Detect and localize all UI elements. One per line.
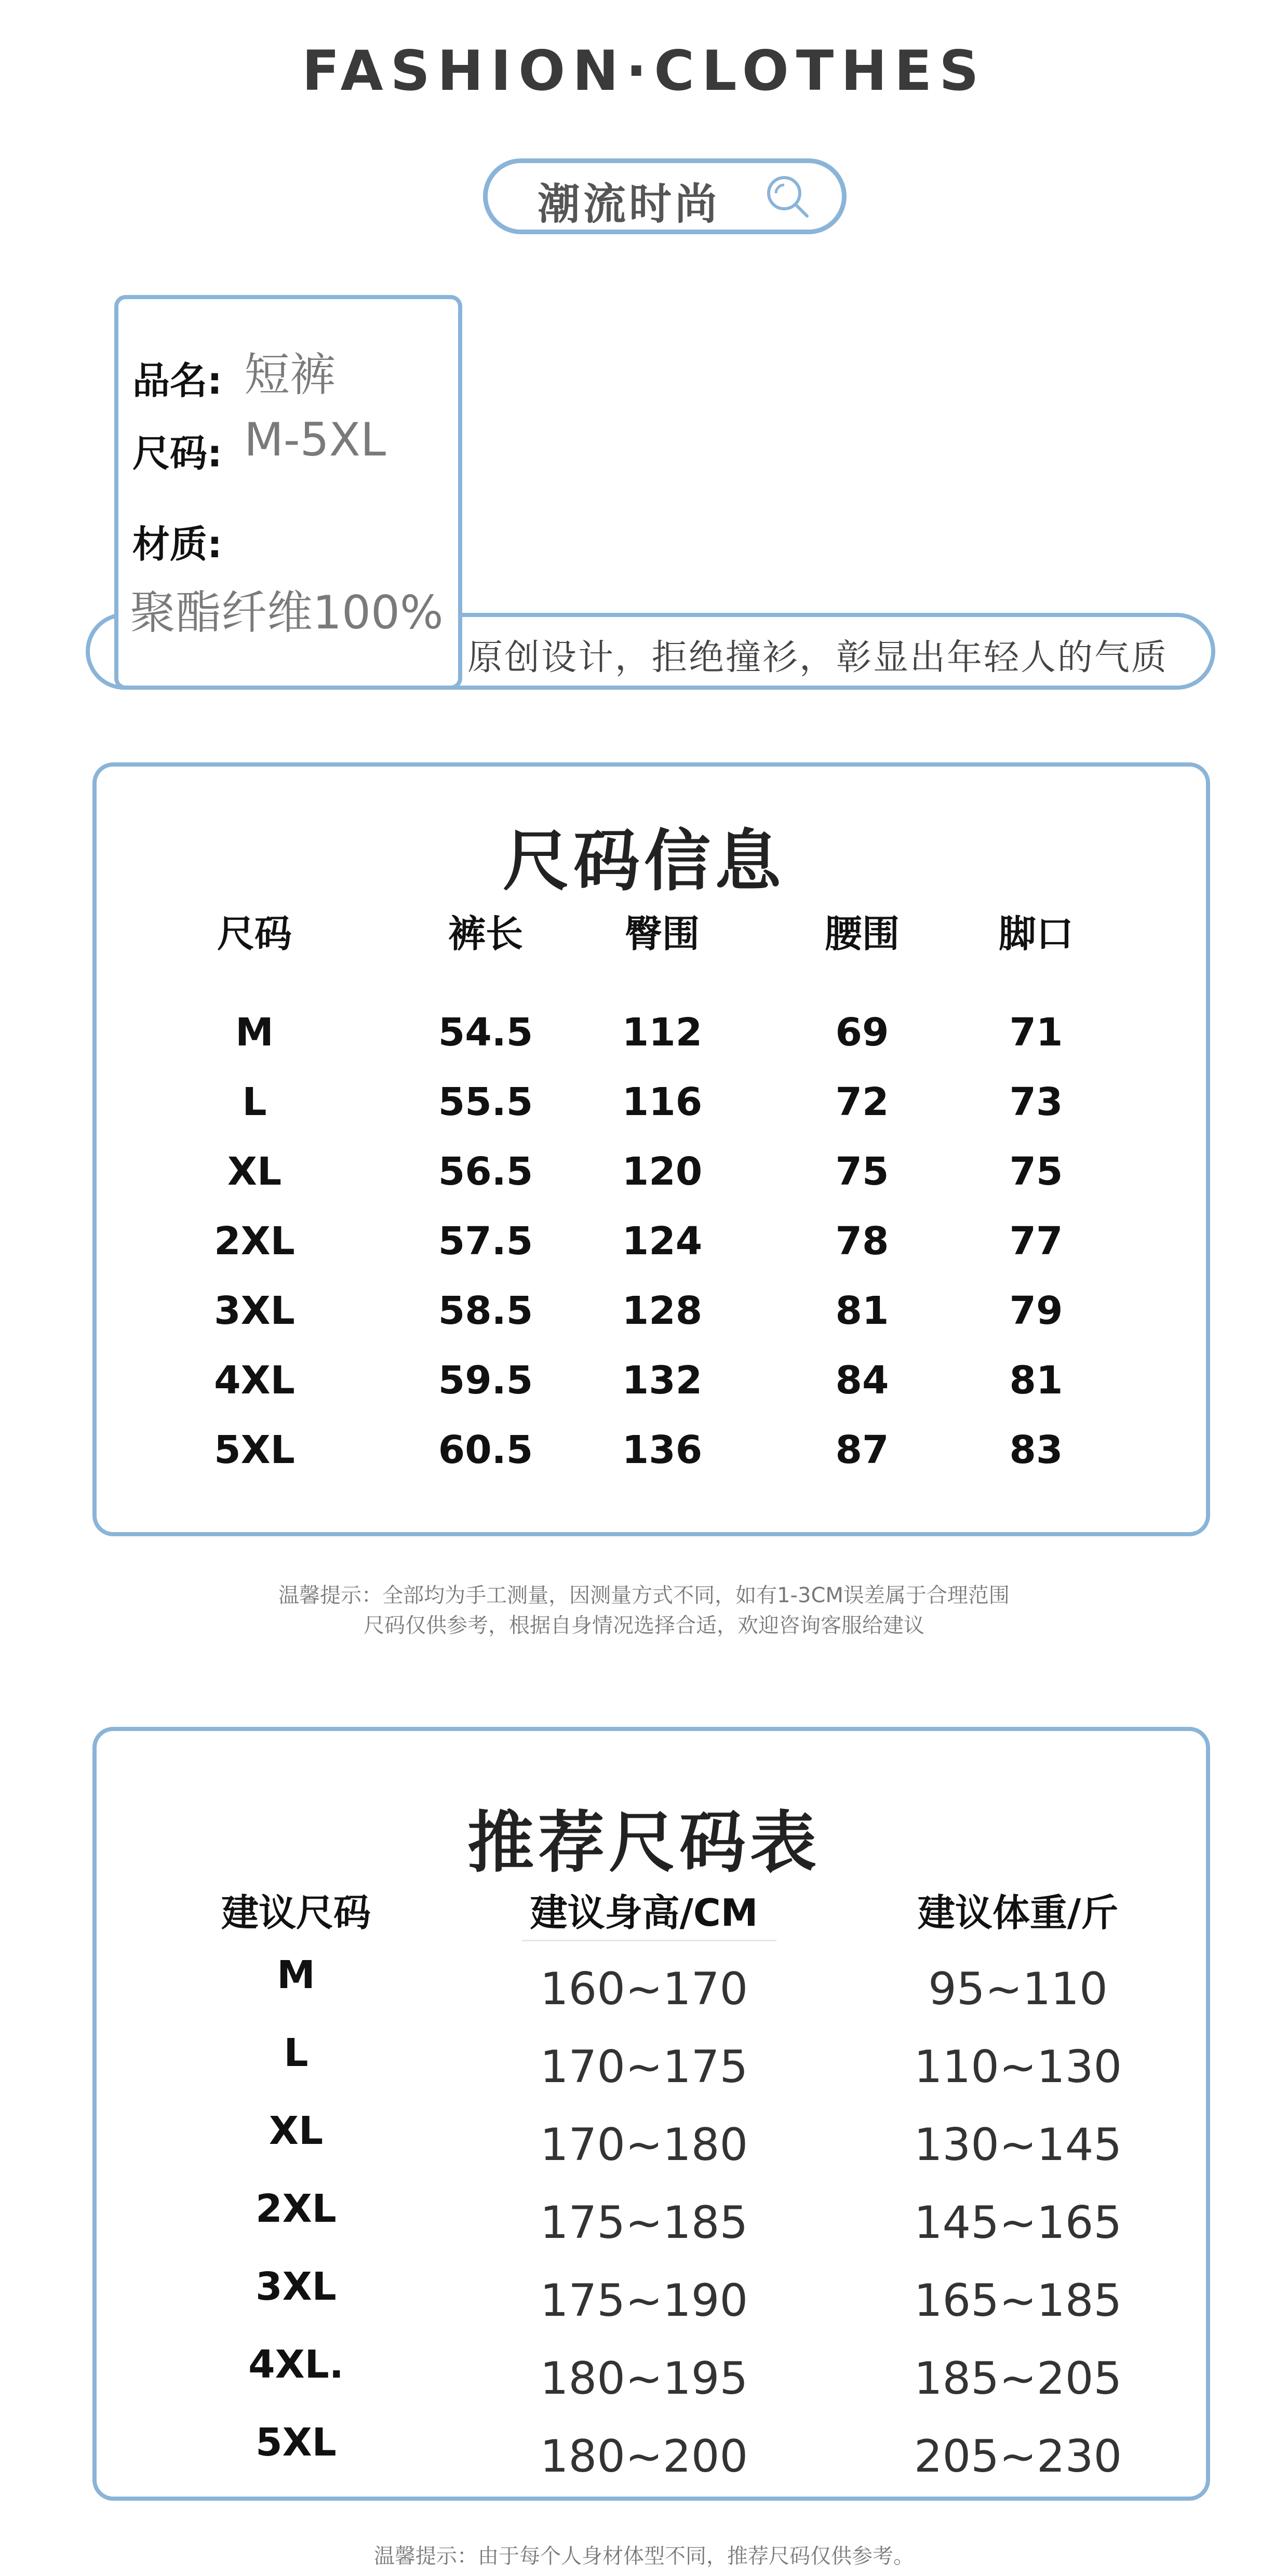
size-table-cell: 79	[1009, 1289, 1063, 1333]
recommend-table-cell: XL	[269, 2109, 324, 2153]
size-table-cell: 87	[835, 1428, 889, 1472]
recommend-table-cell: 95~110	[928, 1963, 1108, 2015]
size-table-cell: 116	[622, 1080, 703, 1124]
size-table-cell: 60.5	[438, 1428, 533, 1472]
recommend-table-cell: 110~130	[914, 2041, 1122, 2093]
size-info-title: 尺码信息	[502, 823, 785, 900]
size-table-cell: 58.5	[438, 1289, 533, 1333]
recommend-table-cell: 145~165	[914, 2197, 1122, 2249]
size-table-cell: 81	[835, 1289, 889, 1333]
recommend-table-cell: 180~200	[540, 2431, 748, 2483]
recommend-note: 温馨提示：由于每个人身材体型不同，推荐尺码仅供参考。	[374, 2544, 914, 2568]
size-table-cell: 83	[1009, 1428, 1063, 1472]
size-table-header: 脚口	[998, 912, 1074, 956]
recommend-table-cell: 5XL	[256, 2420, 337, 2465]
recommend-table-cell: 170~180	[540, 2119, 748, 2171]
recommend-table-cell: 130~145	[914, 2119, 1122, 2171]
size-table-cell: 72	[835, 1080, 889, 1124]
recommend-table-cell: 3XL	[256, 2264, 337, 2309]
brand-title: FASHION·CLOTHES	[302, 39, 986, 103]
size-table-header: 腰围	[824, 912, 900, 956]
size-table-cell: 5XL	[214, 1428, 295, 1472]
recommend-table-cell: 160~170	[540, 1963, 748, 2015]
size-table-cell: 112	[622, 1010, 703, 1055]
recommend-table-cell: 175~185	[540, 2197, 748, 2249]
size-table-cell: 75	[835, 1149, 889, 1194]
tag-label: 潮流时尚	[538, 180, 721, 229]
size-table-cell: 4XL	[214, 1358, 295, 1403]
recommend-table-header: 建议尺码	[221, 1891, 371, 1935]
size-table-cell: 120	[622, 1149, 703, 1194]
recommend-table-cell: L	[284, 2031, 308, 2075]
size-table-header: 裤长	[448, 912, 523, 956]
size-table-cell: 124	[622, 1219, 703, 1264]
recommend-table-cell: 165~185	[914, 2275, 1122, 2327]
product-material-value: 聚酯纤维100%	[130, 586, 444, 639]
size-table-cell: 78	[835, 1219, 889, 1264]
size-table-cell: 75	[1009, 1149, 1063, 1194]
size-table-cell: 128	[622, 1289, 703, 1333]
recommend-table-cell: 170~175	[540, 2041, 748, 2093]
size-table-cell: 3XL	[214, 1289, 295, 1333]
size-table-cell: 71	[1009, 1010, 1063, 1055]
product-material-label: 材质:	[132, 522, 222, 566]
size-table-header: 臀围	[624, 912, 700, 956]
size-table-cell: 84	[835, 1358, 889, 1403]
recommend-title: 推荐尺码表	[467, 1804, 821, 1882]
size-table-cell: XL	[227, 1149, 282, 1194]
recommend-table-cell: M	[277, 1953, 315, 1997]
product-size-label: 尺码:	[132, 432, 222, 475]
size-table-cell: 69	[835, 1010, 889, 1055]
size-table-cell: 55.5	[438, 1080, 533, 1124]
recommend-table-cell: 4XL.	[248, 2342, 344, 2387]
size-info-note-line1: 温馨提示：全部均为手工测量，因测量方式不同，如有1-3CM误差属于合理范围	[278, 1584, 1010, 1607]
size-table-header: 尺码	[217, 912, 292, 956]
size-table-cell: 54.5	[438, 1010, 533, 1055]
size-table-cell: M	[235, 1010, 274, 1055]
product-size-value: M-5XL	[244, 413, 386, 466]
size-info-note-line2: 尺码仅供参考，根据自身情况选择合适，欢迎咨询客服给建议	[364, 1614, 924, 1638]
size-table-cell: 77	[1009, 1219, 1063, 1264]
header-underline	[522, 1940, 776, 1941]
recommend-table-header: 建议体重/斤	[917, 1891, 1119, 1935]
size-table-cell: 136	[622, 1428, 703, 1472]
size-table-cell: 132	[622, 1358, 703, 1403]
slogan-text: 原创设计，拒绝撞衫，彰显出年轻人的气质	[467, 637, 1169, 678]
product-name-value: 短裤	[244, 348, 336, 401]
search-icon	[763, 172, 810, 219]
recommend-table-cell: 185~205	[914, 2353, 1122, 2405]
recommend-table-cell: 205~230	[914, 2431, 1122, 2483]
size-table-cell: 73	[1009, 1080, 1063, 1124]
recommend-table-header: 建议身高/CM	[530, 1891, 758, 1935]
recommend-table-cell: 180~195	[540, 2353, 748, 2405]
size-table-cell: 57.5	[438, 1219, 533, 1264]
size-table-cell: L	[242, 1080, 267, 1124]
size-table-cell: 59.5	[438, 1358, 533, 1403]
size-table-cell: 56.5	[438, 1149, 533, 1194]
recommend-table-cell: 175~190	[540, 2275, 748, 2327]
size-table-cell: 2XL	[214, 1219, 295, 1264]
recommend-table-cell: 2XL	[256, 2186, 337, 2231]
size-table-cell: 81	[1009, 1358, 1063, 1403]
product-name-label: 品名:	[132, 359, 222, 403]
